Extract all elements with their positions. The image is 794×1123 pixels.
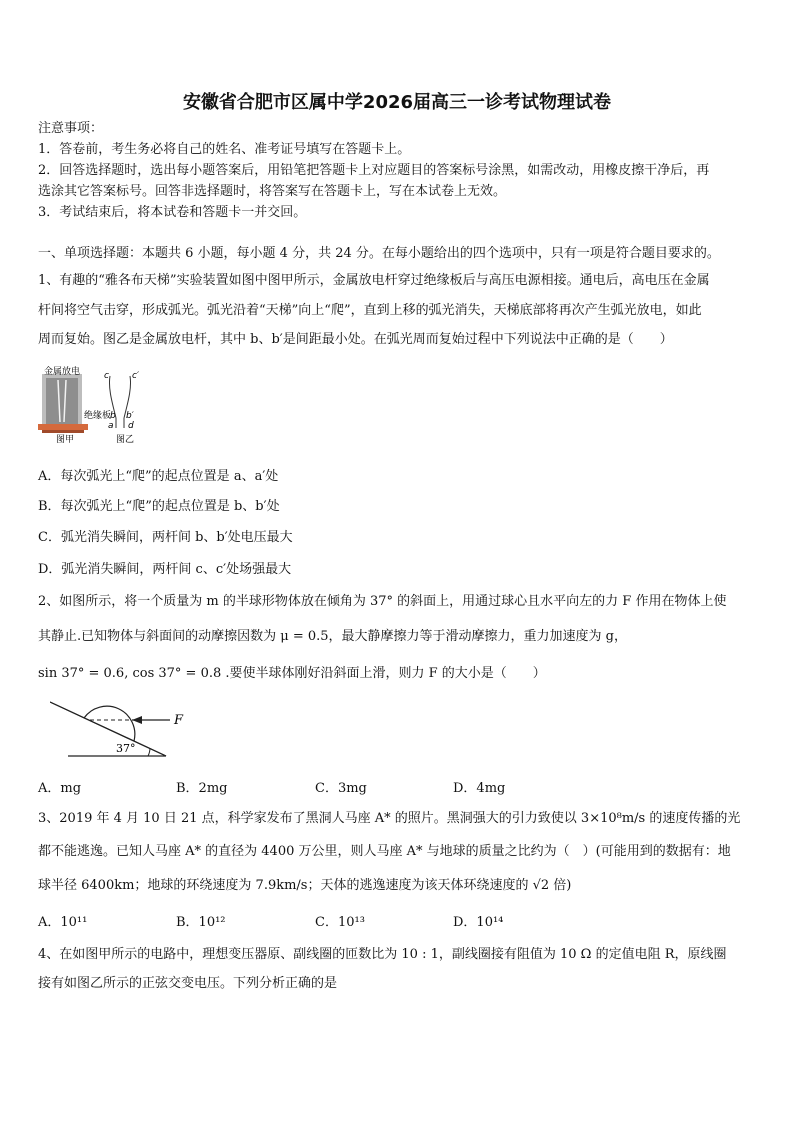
question-1-option: A．每次弧光上“爬”的起点位置是 a、a′处: [38, 469, 279, 484]
question-3-line: 3、2019 年 4 月 10 日 21 点，科学家发布了黑洞人马座 A* 的照片。黑洞强大的引力致使以 3×10⁸m/s 的速度传播的光: [38, 811, 741, 826]
rod-label: 金属放电: [44, 367, 81, 377]
question-3-line: 都不能逃逸。已知人马座 A* 的直径为 4400 万公里，则人马座 A* 与地球的质量之比约为（ ）(可能用到的数据有：地: [38, 844, 731, 859]
question-1-line: 周而复始。图乙是金属放电杆，其中 b、b′是间距最小处。在弧光周而复始过程中下列说法中正确的是（ ）: [38, 332, 673, 347]
notice-heading: 注意事项：: [38, 121, 104, 136]
question-1-option: B．每次弧光上“爬”的起点位置是 b、b′处: [38, 499, 280, 514]
question-1-line: 杆间将空气击穿，形成弧光。弧光沿着“天梯”向上“爬”，直到上移的弧光消失，天梯底部将再次产生弧光放电，如此: [38, 303, 702, 318]
question-2-option: B．2mg: [176, 781, 228, 796]
question-1-option: C．弧光消失瞬间，两杆间 b、b′处电压最大: [38, 530, 293, 545]
figure-jia-label: 图甲: [56, 435, 75, 445]
question-3-line: 球半径 6400km；地球的环绕速度为 7.9km/s；天体的逃逸速度为该天体环绕速度的 √2 倍): [38, 878, 572, 893]
board-label: 绝缘板: [84, 411, 112, 421]
question-4-line: 接有如图乙所示的正弦交变电压。下列分析正确的是: [38, 976, 338, 991]
label-a: a: [108, 421, 114, 431]
question-2-option: C．3mg: [315, 781, 367, 796]
base: [42, 430, 84, 433]
question-2-line: sin 37° = 0.6, cos 37° = 0.8 .要使半球体刚好沿斜面上滑，则力 F 的大小是（ ）: [38, 666, 546, 681]
label-b: b: [110, 411, 116, 421]
force-label: F: [174, 713, 184, 728]
notice-item: 选涂其它答案标号。回答非选择题时，将答案写在答题卡上，写在本试卷上无效。: [38, 184, 507, 199]
question-3-option: A．10¹¹: [38, 915, 88, 930]
page-title: 安徽省合肥市区属中学2026届高三一诊考试物理试卷: [182, 92, 612, 113]
label-c-prime: c′: [132, 371, 139, 381]
arrow-head: [132, 716, 142, 724]
label-d: d: [128, 421, 134, 431]
question-1-line: 1、有趣的“雅各布天梯”实验装置如图中图甲所示，金属放电杆穿过绝缘板后与高压电源相接。通电后，高电压在金属: [38, 273, 710, 288]
apparatus-glass: [46, 378, 78, 424]
notice-item: 2．回答选择题时，选出每小题答案后，用铅笔把答题卡上对应题目的答案标号涂黑，如需改动，用橡皮擦干净后，再: [38, 163, 710, 178]
angle-label: 37°: [116, 742, 136, 755]
insulating-board: [38, 424, 88, 430]
section-heading: 一、单项选择题：本题共 6 小题，每小题 4 分，共 24 分。在每小题给出的四个选项中，只有一项是符合题目要求的。: [38, 246, 720, 261]
question-2-option: D．4mg: [453, 781, 506, 796]
question-4-line: 4、在如图甲所示的电路中，理想变压器原、副线圈的匝数比为 10 : 1，副线圈接有阻值为 10 Ω 的定值电阻 R，原线圈: [38, 947, 727, 962]
question-2-option: A．mg: [38, 781, 82, 796]
question-1-option: D．弧光消失瞬间，两杆间 c、c′处场强最大: [38, 562, 292, 577]
hemisphere: [84, 706, 135, 741]
question-3-option: B．10¹²: [176, 915, 226, 930]
question-2-line: 2、如图所示，将一个质量为 m 的半球形物体放在倾角为 37° 的斜面上，用通过球心且水平向左的力 F 作用在物体上使: [38, 594, 727, 609]
notice-item: 3．考试结束后，将本试卷和答题卡一并交回。: [38, 205, 307, 220]
question-3-option: C．10¹³: [315, 915, 365, 930]
notice-item: 1．答卷前，考生务必将自己的姓名、准考证号填写在答题卡上。: [38, 142, 411, 157]
question-2-line: 其静止.已知物体与斜面间的动摩擦因数为 μ = 0.5，最大静摩擦力等于滑动摩擦力，重力加速度为 g，: [38, 629, 627, 644]
question-1-figure: [38, 366, 158, 446]
question-3-option: D．10¹⁴: [453, 915, 504, 930]
label-c: c: [104, 371, 109, 381]
figure-yi-label: 图乙: [116, 435, 135, 445]
label-b-prime: b′: [126, 411, 134, 421]
question-2-figure: [50, 690, 200, 760]
